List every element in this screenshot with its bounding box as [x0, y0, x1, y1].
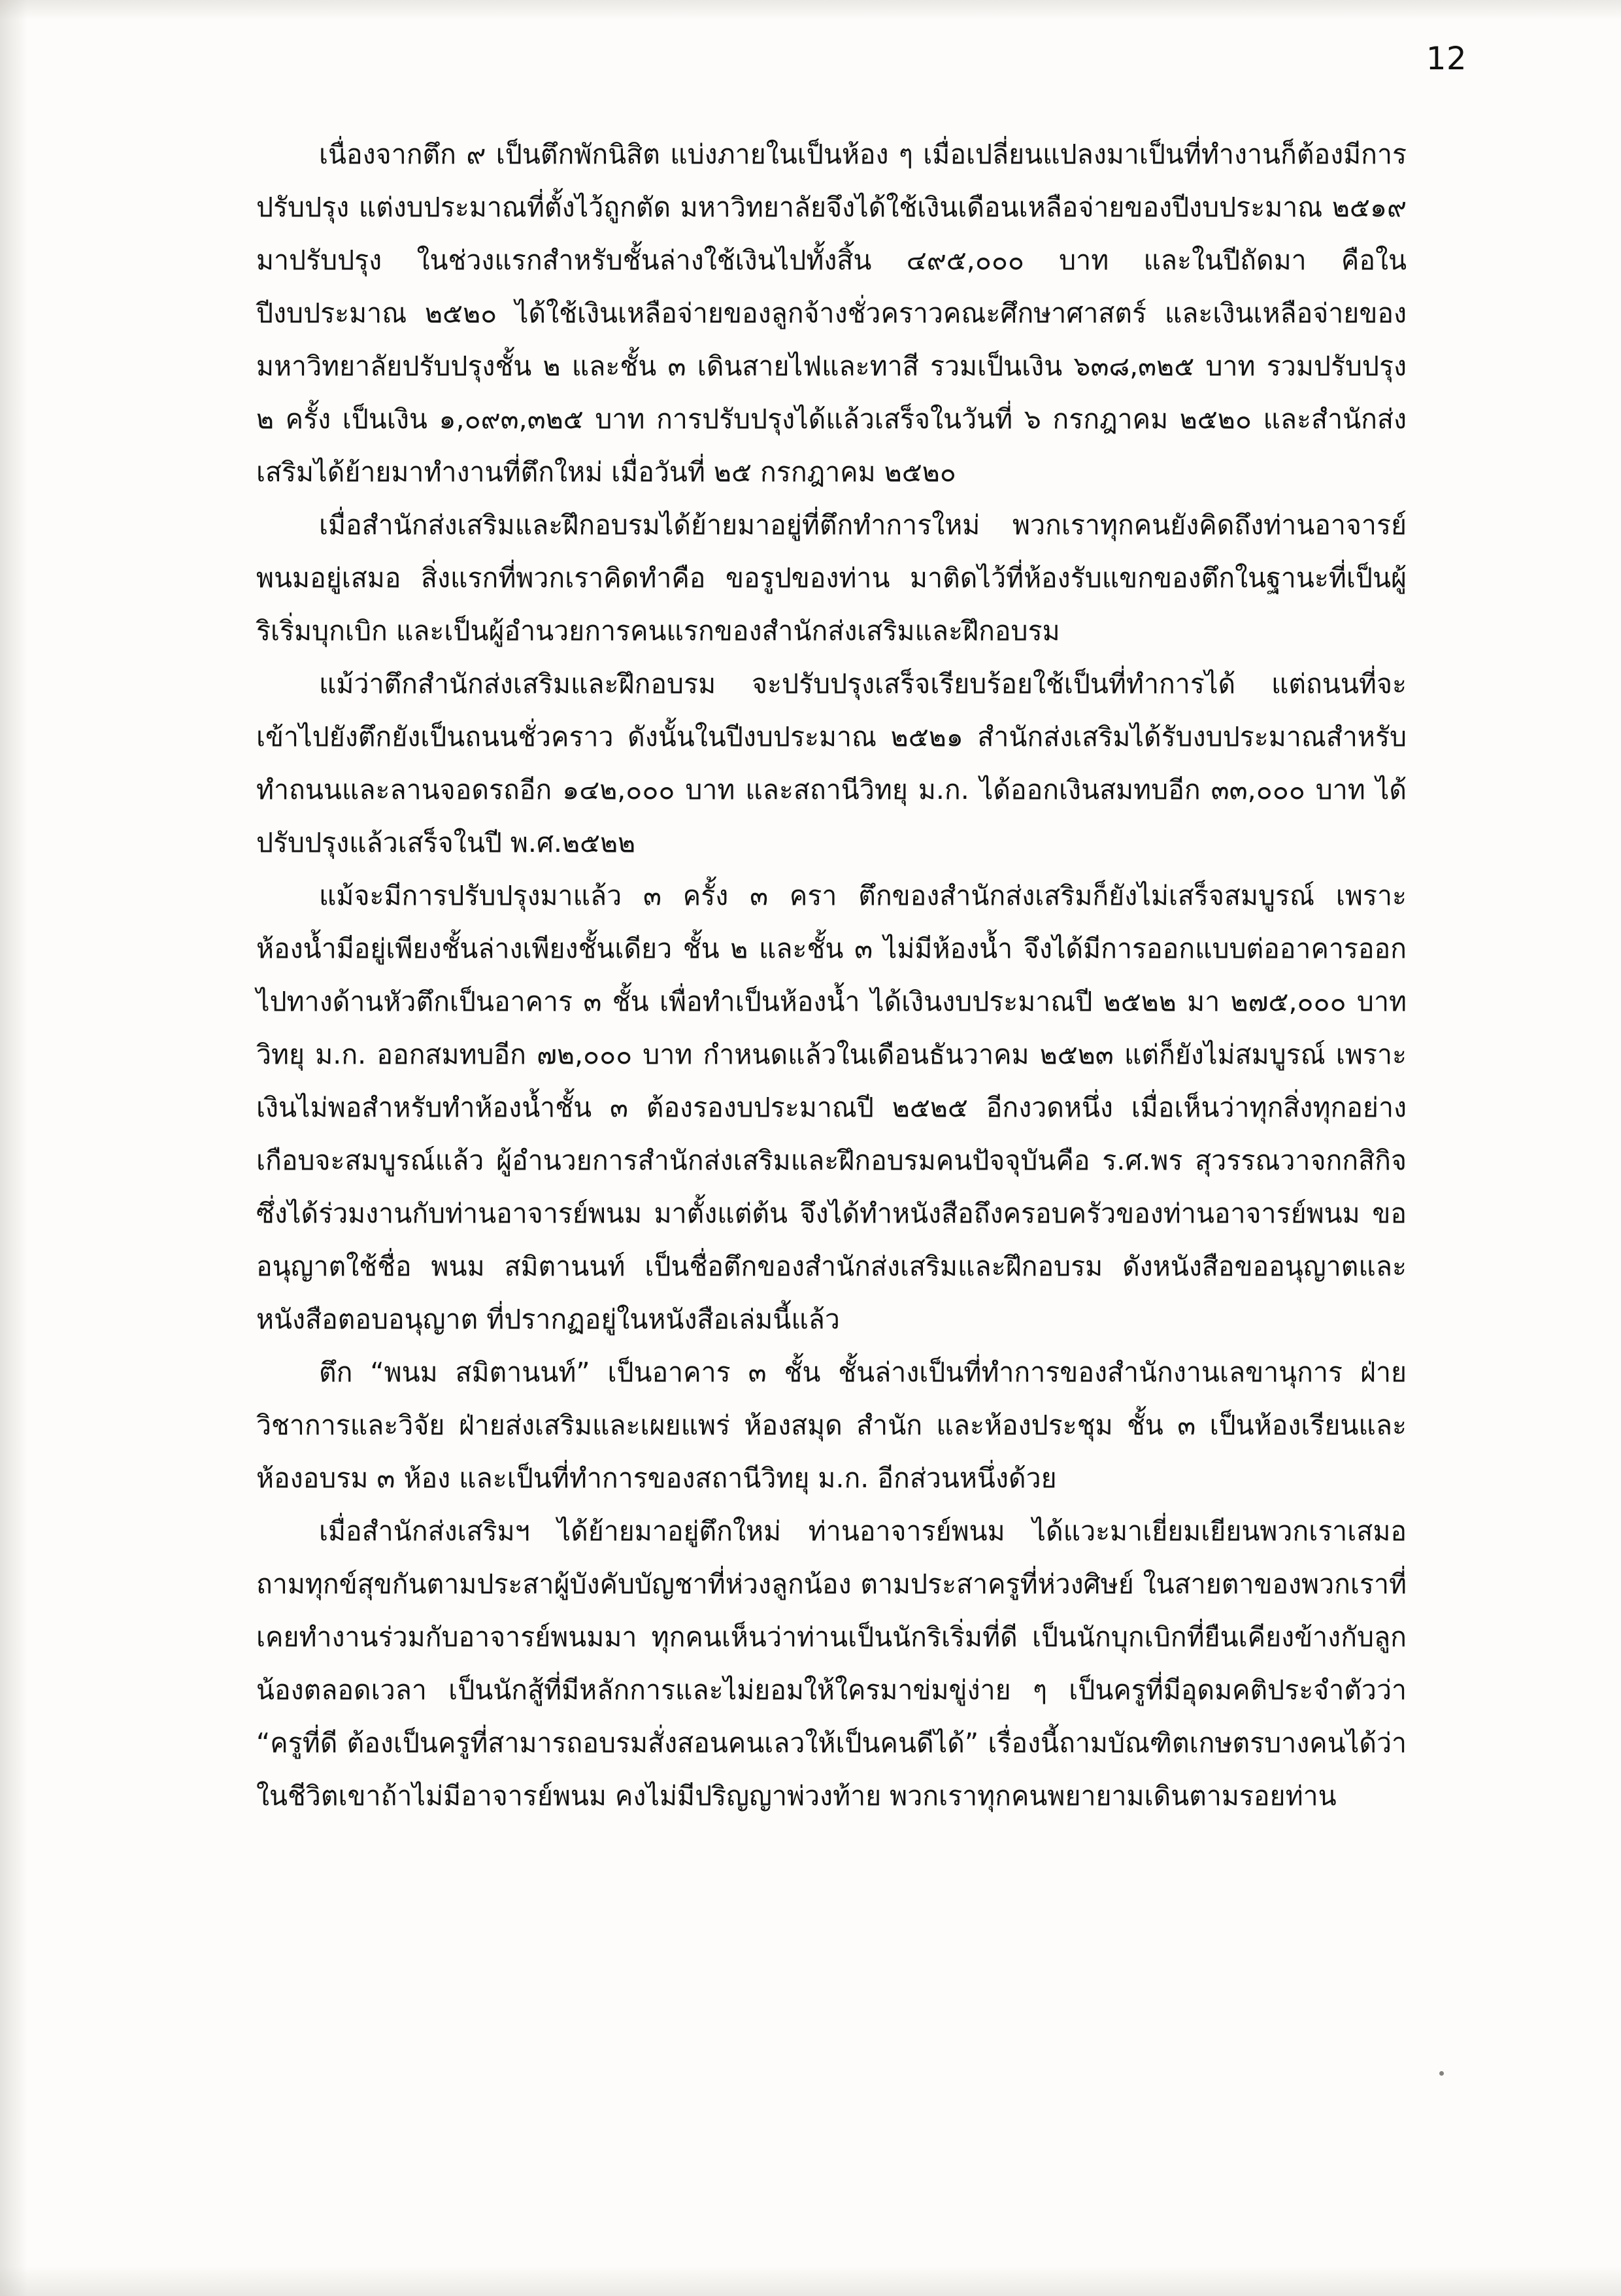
paragraph: เมื่อสำนักส่งเสริมฯ ได้ย้ายมาอยู่ตึกใหม่ ท่านอาจารย์พนม ได้แวะมาเยี่ยมเยียนพวกเราเสมอ ถามทุกข์สุขกันตามประสาผู้บังคับบัญชาที่ห่วงลูกน้อง ตามประสาครูที่ห่วงศิษย์ ในสายตาของพวกเราที่เคยทำงานร่วมกับอาจารย์พนมมา ทุกคนเห็นว่าท่านเป็นนักริเริ่มที่ดี เป็นนักบุกเบิกที่ยืนเคียงข้างกับลูกน้องตลอดเวลา เป็นนักสู้ที่มีหลักการและไม่ยอมให้ใครมาข่มขู่ง่าย ๆ เป็นครูที่มีอุดมคติประจำตัวว่า “ครูที่ดี ต้องเป็นครูที่สามารถอบรมสั่งสอนคนเลวให้เป็นคนดีได้” เรื่องนี้ถามบัณฑิตเกษตรบางคนได้ว่าในชีวิตเขาถ้าไม่มีอาจารย์พนม คงไม่มีปริญญาพ่วงท้าย พวกเราทุกคนพยายามเดินตามรอยท่าน — [256, 1515, 1407, 1812]
paragraph: ตึก “พนม สมิตานนท์” เป็นอาคาร ๓ ชั้น ชั้นล่างเป็นที่ทำการของสำนักงานเลขานุการ ฝ่ายวิชาการและวิจัย ฝ่ายส่งเสริมและเผยแพร่ ห้องสมุด สำนัก และห้องประชุม ชั้น ๓ เป็นห้องเรียนและห้องอบรม ๓ ห้อง และเป็นที่ทำการของสถานีวิทยุ ม.ก. อีกส่วนหนึ่งด้วย — [256, 1357, 1407, 1494]
paragraph: เมื่อสำนักส่งเสริมและฝึกอบรมได้ย้ายมาอยู่ที่ตึกทำการใหม่ พวกเราทุกคนยังคิดถึงท่านอาจารย์พนมอยู่เสมอ สิ่งแรกที่พวกเราคิดทำคือ ขอรูปของท่าน มาติดไว้ที่ห้องรับแขกของตึกในฐานะที่เป็นผู้ริเริ่มบุกเบิก และเป็นผู้อำนวยการคนแรกของสำนักส่งเสริมและฝึกอบรม — [256, 509, 1407, 647]
paragraph: แม้จะมีการปรับปรุงมาแล้ว ๓ ครั้ง ๓ ครา ตึกของสำนักส่งเสริมก็ยังไม่เสร็จสมบูรณ์ เพราะห้องน้ำมีอยู่เพียงชั้นล่างเพียงชั้นเดียว ชั้น ๒ และชั้น ๓ ไม่มีห้องน้ำ จึงได้มีการออกแบบต่ออาคารออกไปทางด้านหัวตึกเป็นอาคาร ๓ ชั้น เพื่อทำเป็นห้องน้ำ ได้เงินงบประมาณปี ๒๕๒๒ มา ๒๗๕,๐๐๐ บาท วิทยุ ม.ก. ออกสมทบอีก ๗๒,๐๐๐ บาท กำหนดแล้วในเดือนธันวาคม ๒๕๒๓ แต่ก็ยังไม่สมบูรณ์ เพราะเงินไม่พอสำหรับทำห้องน้ำชั้น ๓ ต้องรองบประมาณปี ๒๕๒๕ อีกงวดหนึ่ง เมื่อเห็นว่าทุกสิ่งทุกอย่างเกือบจะสมบูรณ์แล้ว ผู้อำนวยการสำนักส่งเสริมและฝึกอบรมคนปัจจุบันคือ ร.ศ.พร สุวรรณวาจกกสิกิจ ซึ่งได้ร่วมงานกับท่านอาจารย์พนม มาตั้งแต่ต้น จึงได้ทำหนังสือถึงครอบครัวของท่านอาจารย์พนม ขออนุญาตใช้ชื่อ พนม สมิตานนท์ เป็นชื่อตึกของสำนักส่งเสริมและฝึกอบรม ดังหนังสือขออนุญาตและหนังสือตอบอนุญาต ที่ปรากฏอยู่ในหนังสือเล่มนี้แล้ว — [256, 880, 1407, 1335]
paragraph: เนื่องจากตึก ๙ เป็นตึกพักนิสิต แบ่งภายในเป็นห้อง ๆ เมื่อเปลี่ยนแปลงมาเป็นที่ทำงานก็ต้องมีการปรับปรุง แต่งบประมาณที่ตั้งไว้ถูกตัด มหาวิทยาลัยจึงได้ใช้เงินเดือนเหลือจ่ายของปีงบประมาณ ๒๕๑๙ มาปรับปรุง ในช่วงแรกสำหรับชั้นล่างใช้เงินไปทั้งสิ้น ๔๙๕,๐๐๐ บาท และในปีถัดมา คือในปีงบประมาณ ๒๕๒๐ ได้ใช้เงินเหลือจ่ายของลูกจ้างชั่วคราวคณะศึกษาศาสตร์ และเงินเหลือจ่ายของมหาวิทยาลัยปรับปรุงชั้น ๒ และชั้น ๓ เดินสายไฟและทาสี รวมเป็นเงิน ๖๓๘,๓๒๕ บาท รวมปรับปรุง ๒ ครั้ง เป็นเงิน ๑,๐๙๓,๓๒๕ บาท การปรับปรุงได้แล้วเสร็จในวันที่ ๖ กรกฎาคม ๒๕๒๐ และสำนักส่งเสริมได้ย้ายมาทำงานที่ตึกใหม่ เมื่อวันที่ ๒๕ กรกฎาคม ๒๕๒๐ — [256, 139, 1407, 488]
scan-artifact-dot — [1439, 2071, 1444, 2076]
body-text — [256, 128, 1407, 1823]
page-edge-shadow-top — [0, 0, 1621, 20]
page-number: 12 — [1426, 41, 1467, 77]
paragraph: แม้ว่าตึกสำนักส่งเสริมและฝึกอบรม จะปรับปรุงเสร็จเรียบร้อยใช้เป็นที่ทำการได้ แต่ถนนที่จะเข้าไปยังตึกยังเป็นถนนชั่วคราว ดังนั้นในปีงบประมาณ ๒๕๒๑ สำนักส่งเสริมได้รับงบประมาณสำหรับทำถนนและลานจอดรถอีก ๑๔๒,๐๐๐ บาท และสถานีวิทยุ ม.ก. ได้ออกเงินสมทบอีก ๓๓,๐๐๐ บาท ได้ปรับปรุงแล้วเสร็จในปี พ.ศ.๒๕๒๒ — [256, 668, 1407, 858]
page-edge-shadow-bottom — [0, 2266, 1621, 2296]
page-edge-shadow-left — [0, 0, 27, 2296]
